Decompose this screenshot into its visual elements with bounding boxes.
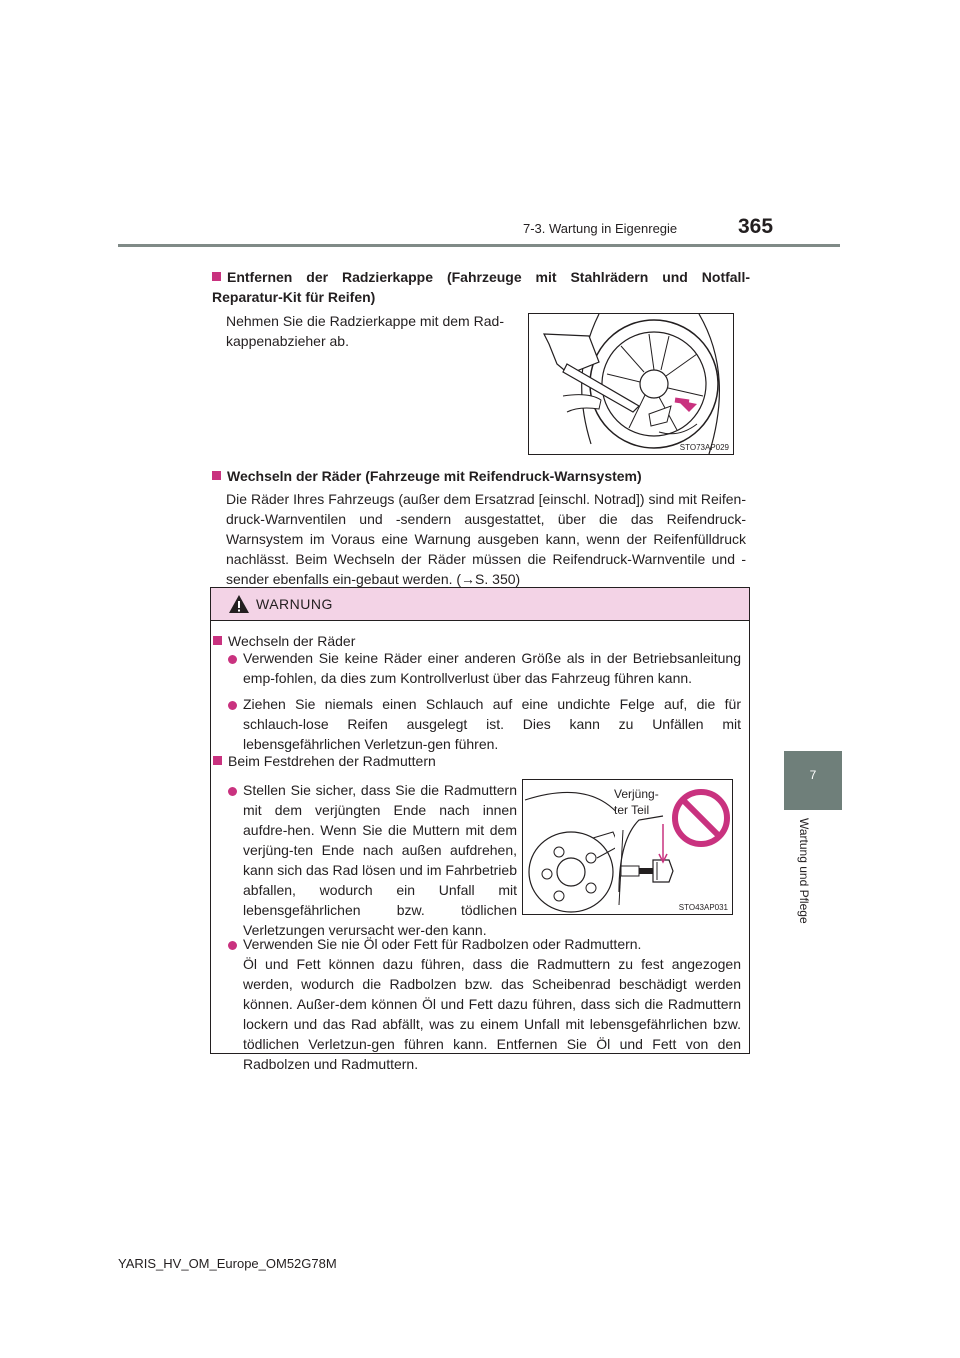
section-marker-icon: [212, 272, 221, 281]
bullet-icon: [228, 941, 237, 950]
section1-heading: Entfernen der Radzierkappe (Fahrzeuge mit Stahlrädern und Notfall-Reparatur-Kit für Reifen): [212, 269, 750, 305]
warning-bullet-1: Verwenden Sie keine Räder einer anderen Größe als in der Betriebsanleitung emp-fohlen, da dies zum Kontrollverlust über das Fahrzeug führen kann.: [243, 650, 741, 686]
warning-triangle-icon: [228, 594, 250, 614]
section2-text: Die Räder Ihres Fahrzeugs (außer dem Ersatzrad [einschl. Notrad]) sind mit Reifen-druck-Warnventilen und -sendern ausgestattet, über die das Reifendruck-Warnsystem im Voraus eine Warnung ausgeben kann, wenn der Reifenfülldruck nachlässt. Beim Wechseln der Räder müssen die Reifendruck-Warnventile und -sender ebenfalls ein-gebaut werden. (→S. 350): [226, 491, 746, 587]
section-marker-icon: [213, 636, 222, 645]
footer-doc-id: YARIS_HV_OM_Europe_OM52G78M: [118, 1256, 337, 1271]
header-rule: [118, 244, 840, 247]
page-number: 365: [738, 215, 774, 238]
warning-group1-heading: Wechseln der Räder: [213, 631, 733, 651]
figure-label-line1: Verjüng-: [614, 787, 659, 801]
bullet-icon: [228, 787, 237, 796]
chapter-number: 7: [809, 768, 817, 782]
section2-heading: Wechseln der Räder (Fahrzeuge mit Reifendruck-Warnsystem): [212, 466, 752, 486]
warning-bullet-3: Stellen Sie sicher, dass Sie die Radmuttern mit dem verjüngten Ende nach innen aufdre-hen. Wenn Sie die Muttern mit dem verjüng-ten Ende nach außen aufdrehen, kann sich das Rad lösen und im Fahrbetrieb abfallen, wodurch ein Unfall mit lebensgefährlichen bzw. tödlichen Verletzungen verursacht wer-den kann.: [243, 782, 517, 938]
warning-title: WARNUNG: [256, 596, 333, 612]
figure-label-line2: ter Teil: [614, 803, 650, 817]
warning-box: [210, 587, 750, 1072]
lug-nut-figure: [522, 779, 733, 915]
warning-bullet-4-rest: Öl und Fett können dazu führen, dass die Radmuttern zu fest angezogen werden, wodurch die Radbolzen bzw. das Scheibenrad beschädigt werden können. Außer-dem können Öl und Fett dazu führen, dass sich die Radmuttern lockern und das Rad abfällt, was zu einem Unfall mit lebensgefährlichen bzw. tödlichen Verletzun-gen führen kann. Entfernen Sie Öl und Fett von den Radbolzen und Radmuttern.: [243, 956, 741, 1072]
bullet-icon: [228, 701, 237, 710]
warning-bullet-4-line1: Verwenden Sie nie Öl oder Fett für Radbolzen oder Radmuttern.: [243, 936, 642, 952]
hubcap-wheel-illustration: [529, 314, 733, 454]
warning-bullet-2: Ziehen Sie niemals einen Schlauch auf eine undichte Felge auf, die für schlauch-lose Reifen ausgelegt ist. Dies kann zu Unfällen mit lebensgefährlichen Verletzun-gen führen.: [243, 696, 741, 752]
hubcap-removal-figure: [528, 313, 734, 455]
section-title: 7-3. Wartung in Eigenregie: [523, 221, 678, 236]
figure-code: STO73AP029: [679, 443, 729, 452]
warning-bullet-4: [243, 934, 741, 1074]
bullet-icon: [228, 655, 237, 664]
warning-group2-heading: Beim Festdrehen der Radmuttern: [213, 751, 733, 771]
section1-text: Nehmen Sie die Radzierkappe mit dem Rad-kappenabzieher ab.: [226, 313, 504, 349]
section-marker-icon: [213, 756, 222, 765]
warning-header: [211, 588, 749, 621]
section-marker-icon: [212, 471, 221, 480]
chapter-title: Wartung und Pflege: [797, 818, 811, 924]
figure-code: STO43AP031: [678, 903, 728, 912]
